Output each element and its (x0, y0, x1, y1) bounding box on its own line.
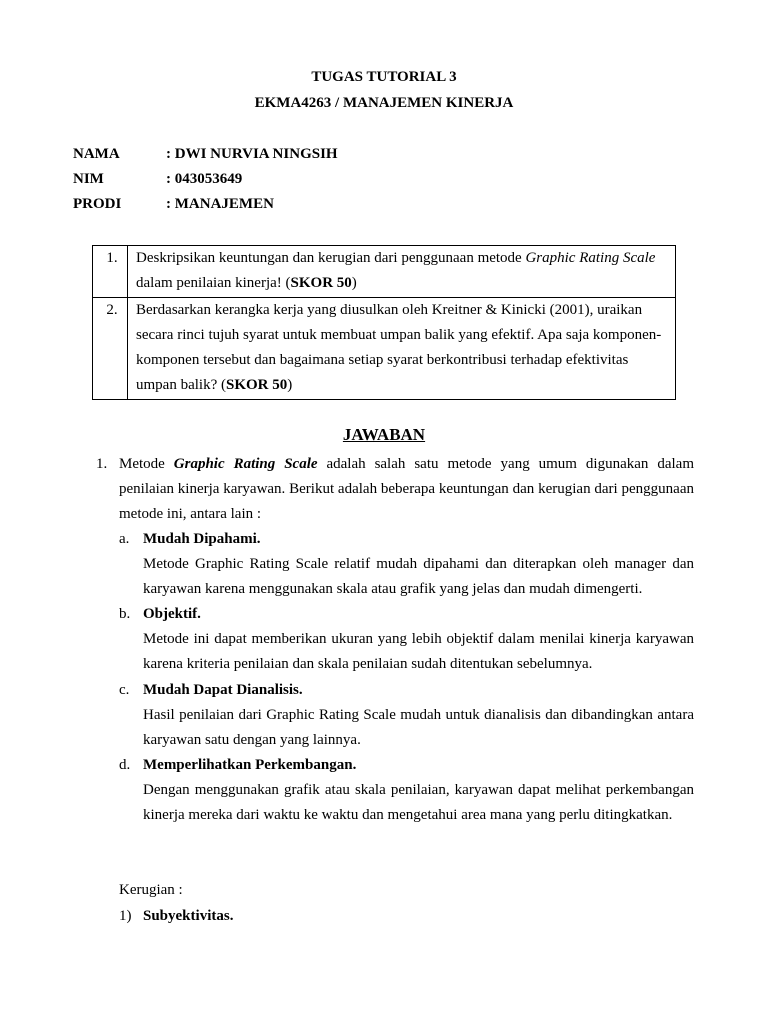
question-row (93, 246, 676, 298)
question-text-part: Berdasarkan kerangka kerja yang diusulkan oleh Kreitner & Kinicki (2001), uraikan secara rinci tujuh syarat untuk membuat umpan balik yang efektif. Apa saja komponen-komponen tersebut dan bagaimana setiap syarat berkontribusi terhadap efektivitas umpan balik? ( (136, 302, 662, 393)
answer-number: 1. (96, 456, 108, 472)
question-score: SKOR 50 (225, 377, 288, 393)
answer-lead: Metode (119, 456, 174, 472)
question-text-part: ) (351, 275, 357, 291)
document-title: TUGAS TUTORIAL 3 (311, 69, 457, 85)
advantage-body: Metode Graphic Rating Scale relatif mudah dipahami dan diterapkan oleh manager dan karyawan karena menggunakan skala atau grafik yang jelas dan mudah dimengerti. (143, 556, 694, 597)
question-number: 1. (93, 246, 128, 298)
question-table (92, 245, 676, 400)
disadvantages-heading: Kerugian : (119, 882, 183, 898)
course-title: EKMA4263 / MANAJEMEN KINERJA (254, 95, 514, 111)
advantage-body: Metode ini dapat memberikan ukuran yang lebih objektif dalam menilai kinerja karyawan karena kriteria penilaian dan skala penilaian sudah ditentukan sebelumnya. (143, 631, 694, 672)
answer-rest: adalah salah satu metode yang umum digunakan dalam penilaian kinerja karyawan. Berikut adalah beberapa keuntungan dan kerugian dari penggunaan metode ini, antara lain : (119, 456, 694, 522)
answer-term: Graphic Rating Scale (173, 456, 318, 472)
list-marker: b. (119, 606, 131, 622)
identity-label: NIM (73, 171, 104, 187)
advantage-title: Mudah Dapat Dianalisis. (143, 682, 303, 698)
answer-paragraph (119, 452, 694, 527)
advantage-title: Objektif. (143, 606, 201, 622)
question-italic-term: Graphic Rating Scale (525, 250, 656, 266)
identity-value: : MANAJEMEN (166, 196, 274, 212)
disadvantage-title: Subyektivitas. (143, 908, 234, 924)
question-text (128, 246, 676, 298)
question-row (93, 298, 676, 400)
list-marker: d. (119, 757, 131, 773)
advantage-title: Mudah Dipahami. (143, 531, 261, 547)
list-marker: c. (119, 682, 130, 698)
answer-heading: JAWABAN (342, 425, 426, 444)
question-text-part: ) (287, 377, 293, 393)
question-number: 2. (93, 298, 128, 400)
advantage-body: Hasil penilaian dari Graphic Rating Scale mudah untuk dianalisis dan dibandingkan antara karyawan satu dengan yang lainnya. (143, 707, 694, 748)
identity-value: : 043053649 (166, 171, 243, 187)
identity-label: NAMA (73, 146, 120, 162)
advantage-title: Memperlihatkan Perkembangan. (143, 757, 357, 773)
list-marker: a. (119, 531, 130, 547)
question-text-part: dalam penilaian kinerja! ( (136, 275, 291, 291)
question-score: SKOR 50 (290, 275, 352, 291)
question-text (128, 298, 676, 400)
question-text-part: Deskripsikan keuntungan dan kerugian dari penggunaan metode (136, 250, 526, 266)
identity-label: PRODI (73, 196, 122, 212)
identity-value: : DWI NURVIA NINGSIH (166, 146, 338, 162)
advantage-body: Dengan menggunakan grafik atau skala penilaian, karyawan dapat melihat perkembangan kinerja mereka dari waktu ke waktu dan mengetahui area mana yang perlu ditingkatkan. (143, 782, 694, 823)
list-marker: 1) (119, 908, 132, 924)
